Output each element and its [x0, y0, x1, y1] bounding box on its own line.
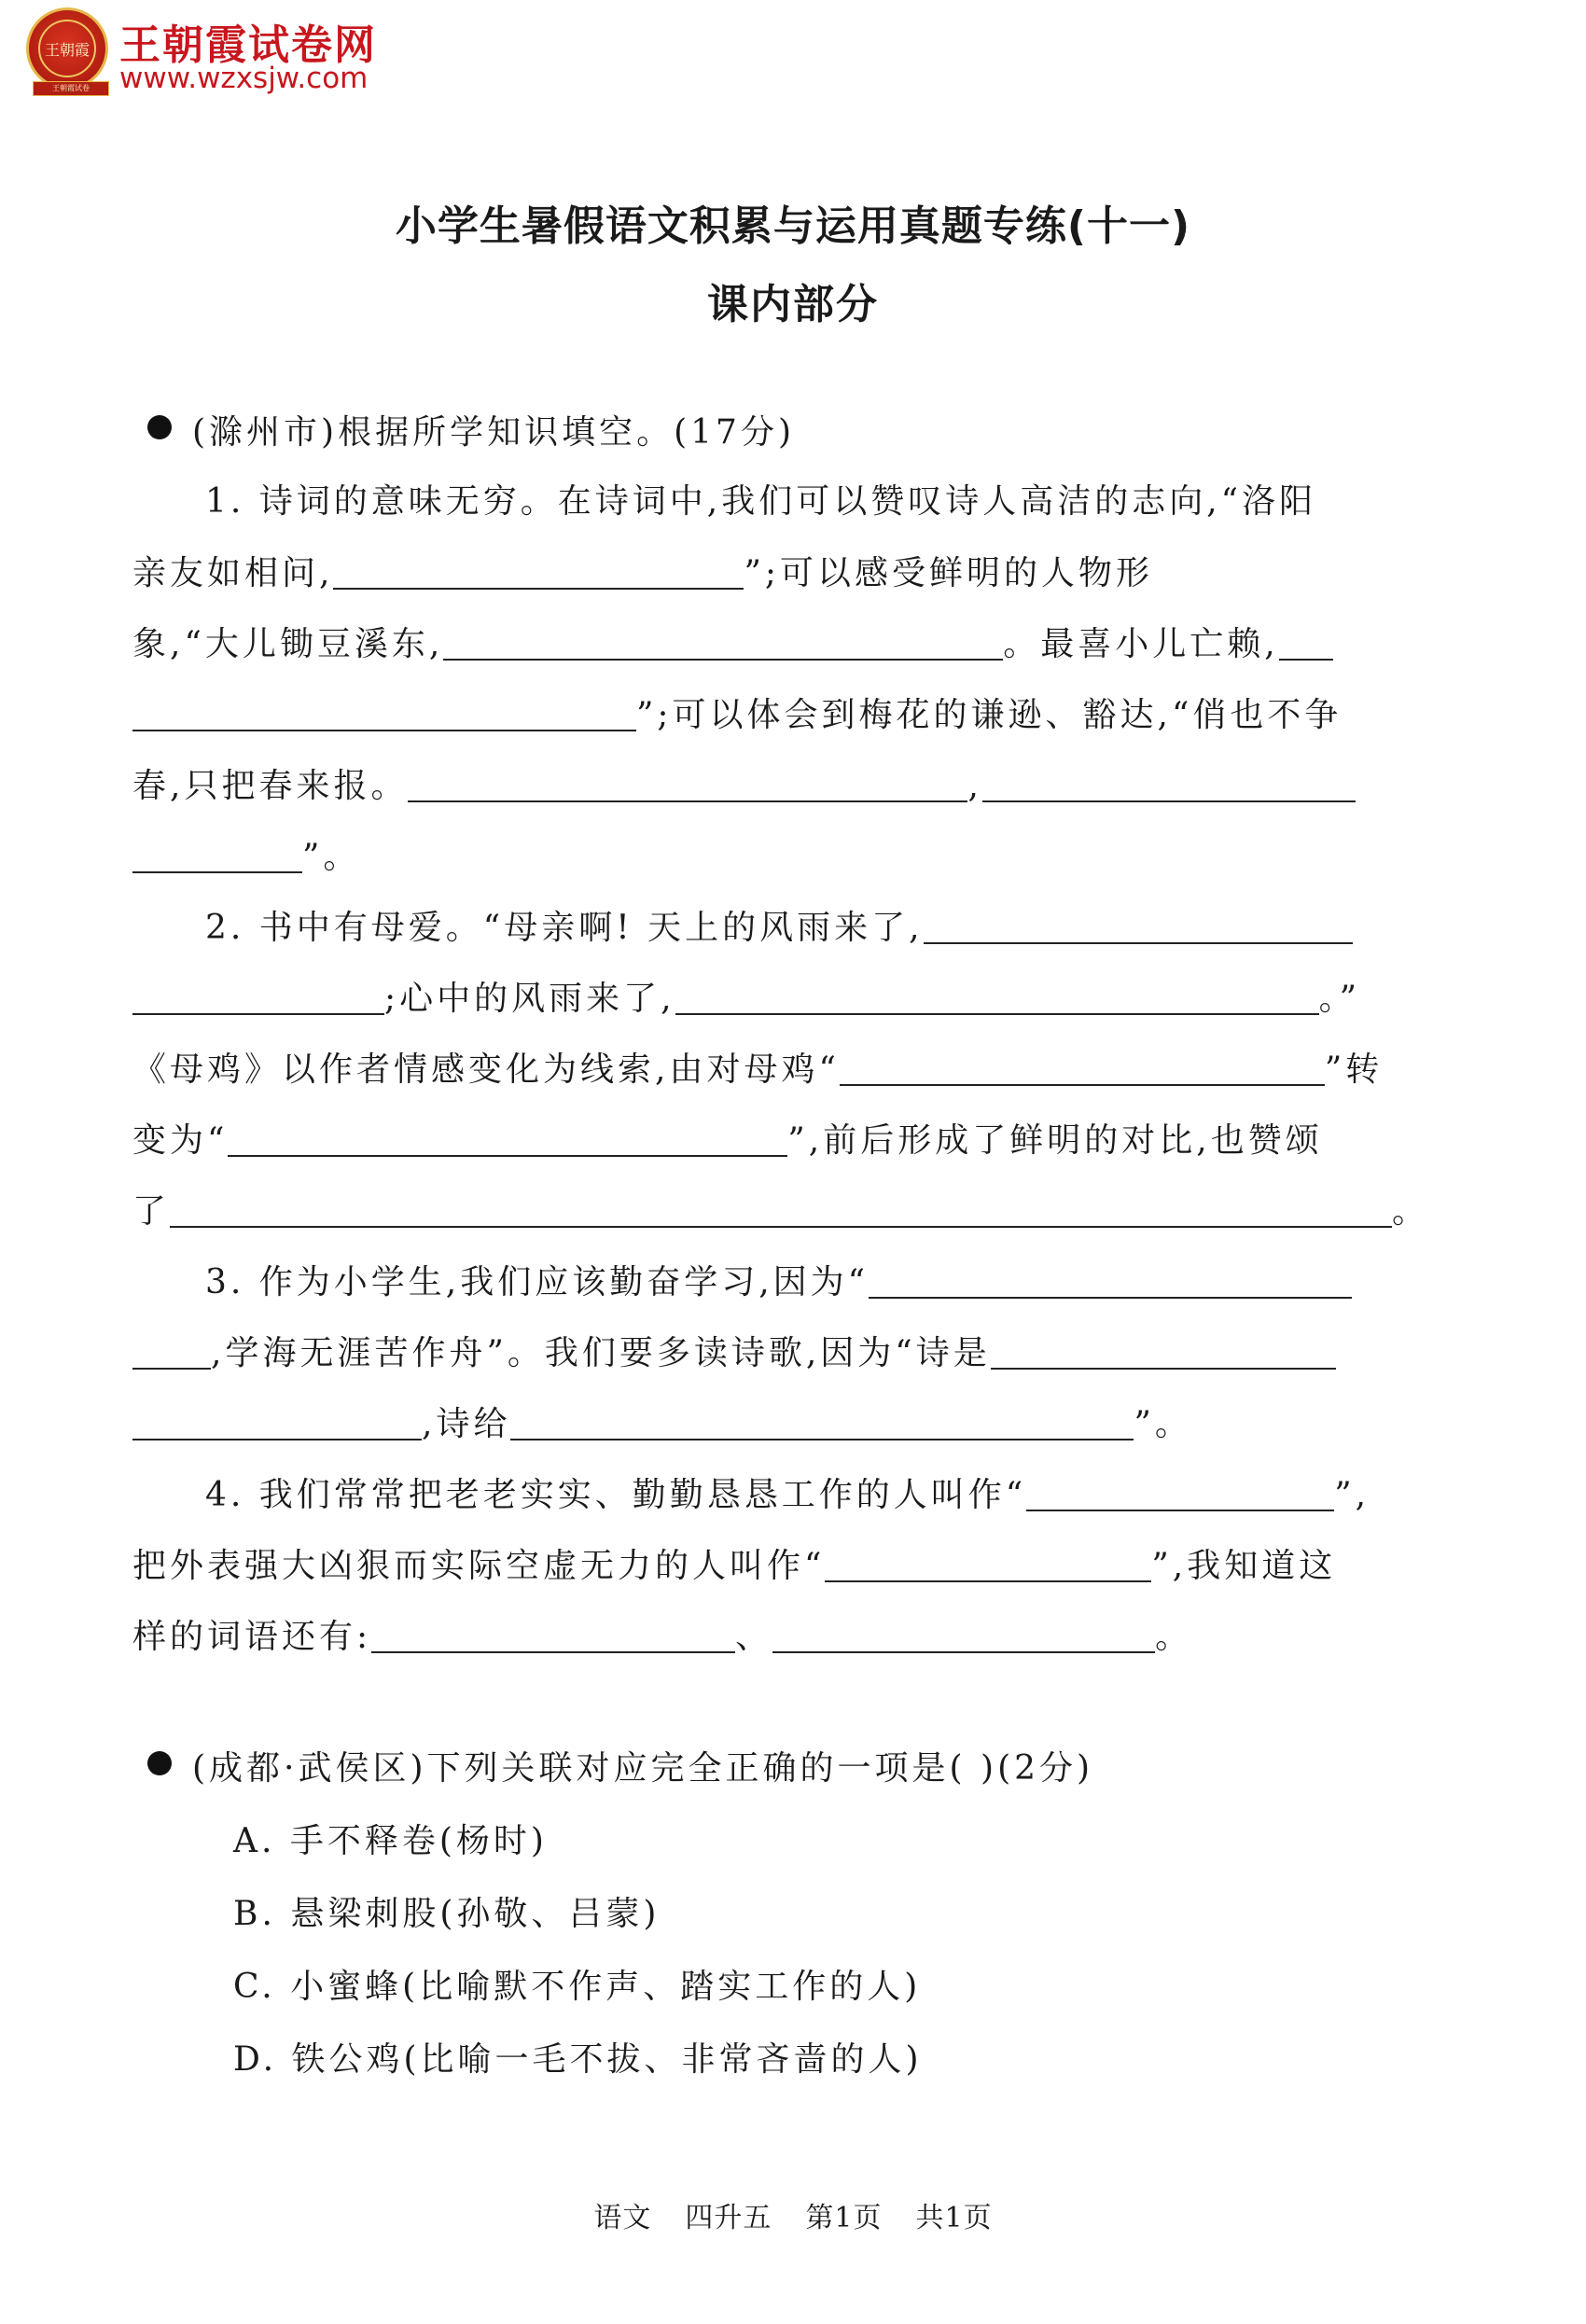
q1-line [132, 1330, 1336, 1376]
seal-text: 王朝霞 [38, 20, 96, 77]
q1-line [132, 976, 1360, 1022]
bullet-icon [147, 415, 172, 439]
q1-line [205, 1259, 1352, 1305]
q1-text: 2. 书中有母爱。“母亲啊! 天上的风雨来了, [205, 909, 924, 947]
q1-text: ;心中的风雨来了, [384, 980, 675, 1018]
question-1-head-text: (滁州市)根据所学知识填空。(17分) [192, 413, 795, 452]
answer-blank[interactable] [132, 1401, 422, 1440]
q1-text: ”;可以体会到梅花的谦逊、豁达,“俏也不争 [636, 696, 1343, 734]
answer-blank[interactable] [772, 1614, 1155, 1653]
answer-blank[interactable] [132, 692, 636, 731]
q1-text: 3. 作为小学生,我们应该勤奋学习,因为“ [205, 1263, 870, 1301]
answer-blank[interactable] [675, 976, 1319, 1015]
q1-line [132, 1118, 1323, 1163]
question-1-heading [147, 411, 795, 455]
answer-blank[interactable] [408, 763, 967, 802]
q1-line [132, 763, 1356, 809]
answer-blank[interactable] [825, 1543, 1151, 1582]
footer-grade: 四升五 [685, 2202, 772, 2234]
q1-text: 《母鸡》以作者情感变化为线索,由对母鸡“ [132, 1051, 840, 1089]
logo-url: www.wzxsjw.com [119, 62, 369, 95]
page-footer [0, 2194, 1586, 2235]
q1-text: ”。 [302, 838, 361, 876]
answer-blank[interactable] [991, 1330, 1336, 1370]
q1-line [132, 692, 1342, 738]
q1-text: 了 [132, 1192, 171, 1231]
q1-line [205, 905, 1353, 951]
q1-text: 。 [1155, 1618, 1193, 1656]
footer-subject: 语文 [593, 2202, 652, 2234]
q1-line [132, 834, 360, 880]
footer-page: 第1页 [805, 2202, 883, 2234]
q1-line [132, 1189, 1429, 1234]
bullet-icon [147, 1751, 172, 1775]
q1-text: 变为“ [132, 1121, 229, 1160]
logo-seal-icon [26, 7, 108, 90]
answer-blank[interactable] [132, 1330, 211, 1370]
q1-text: 亲友如相问, [132, 554, 334, 592]
seal-ribbon: 王朝霞试卷 [33, 81, 109, 96]
answer-blank[interactable] [510, 1401, 1134, 1440]
answer-blank[interactable] [228, 1118, 787, 1157]
q1-text: ,诗给 [422, 1405, 511, 1443]
footer-total: 共1页 [915, 2202, 993, 2234]
q1-line [132, 1614, 1192, 1660]
option-a[interactable]: A. 手不释卷(杨时) [233, 1822, 548, 1860]
answer-blank[interactable] [132, 834, 302, 873]
page-title: 小学生暑假语文积累与运用真题专练(十一) [395, 202, 1191, 250]
q1-text: ”。 [1134, 1405, 1192, 1443]
q1-text: 把外表强大凶狠而实际空虚无力的人叫作“ [132, 1547, 826, 1585]
answer-blank[interactable] [443, 621, 1003, 661]
q1-text: ,学海无涯苦作舟”。我们要多读诗歌,因为“诗是 [211, 1334, 991, 1372]
question-2-head-text: (成都·武侯区)下列关联对应完全正确的一项是( )(2分) [192, 1749, 1094, 1788]
q1-text: 。” [1318, 980, 1360, 1018]
q1-line: 1. 诗词的意味无穷。在诗词中,我们可以赞叹诗人高洁的志向,“洛阳 [205, 482, 1317, 521]
q1-text: ”, [1334, 1476, 1370, 1514]
q1-text: ”;可以感受鲜明的人物形 [744, 554, 1153, 592]
q1-line [132, 621, 1333, 667]
answer-blank[interactable] [840, 1047, 1325, 1086]
q1-text: 样的词语还有: [132, 1618, 372, 1656]
q1-line [132, 550, 1153, 596]
page-subtitle: 课内部分 [707, 281, 879, 328]
answer-blank[interactable] [333, 550, 744, 590]
q1-line [205, 1472, 1370, 1518]
q1-text: 4. 我们常常把老老实实、勤勤恳恳工作的人叫作“ [205, 1476, 1027, 1514]
q1-text: 春,只把春来报。 [132, 767, 409, 805]
answer-blank[interactable] [132, 976, 384, 1015]
question-2-heading [147, 1746, 1093, 1791]
q1-text: 。最喜小儿亡赖, [1003, 625, 1279, 663]
answer-blank[interactable] [924, 905, 1353, 944]
q1-text: ”转 [1324, 1051, 1384, 1089]
q1-line [132, 1401, 1192, 1447]
q1-text: ”,我知道这 [1151, 1547, 1337, 1585]
logo-title: 王朝霞试卷网 [119, 21, 377, 69]
q1-text: 、 [735, 1618, 773, 1656]
q1-text: 象,“大儿锄豆溪东, [132, 625, 444, 663]
q1-line [132, 1047, 1383, 1092]
option-d[interactable]: D. 铁公鸡(比喻一毛不拔、非常吝啬的人) [233, 2040, 923, 2079]
answer-blank[interactable] [371, 1614, 735, 1653]
answer-blank[interactable] [1026, 1472, 1334, 1511]
q1-text: 。 [1392, 1192, 1430, 1231]
q1-text: , [967, 767, 982, 805]
site-logo [26, 7, 418, 101]
answer-blank[interactable] [1279, 621, 1333, 661]
q1-text: ”,前后形成了鲜明的对比,也赞颂 [787, 1121, 1323, 1160]
option-c[interactable]: C. 小蜜蜂(比喻默不作声、踏实工作的人) [233, 1968, 922, 2006]
q1-line [132, 1543, 1336, 1589]
answer-blank[interactable] [869, 1259, 1352, 1299]
answer-blank[interactable] [982, 763, 1356, 802]
answer-blank[interactable] [170, 1189, 1392, 1228]
option-b[interactable]: B. 悬梁刺股(孙敬、吕蒙) [233, 1895, 661, 1933]
